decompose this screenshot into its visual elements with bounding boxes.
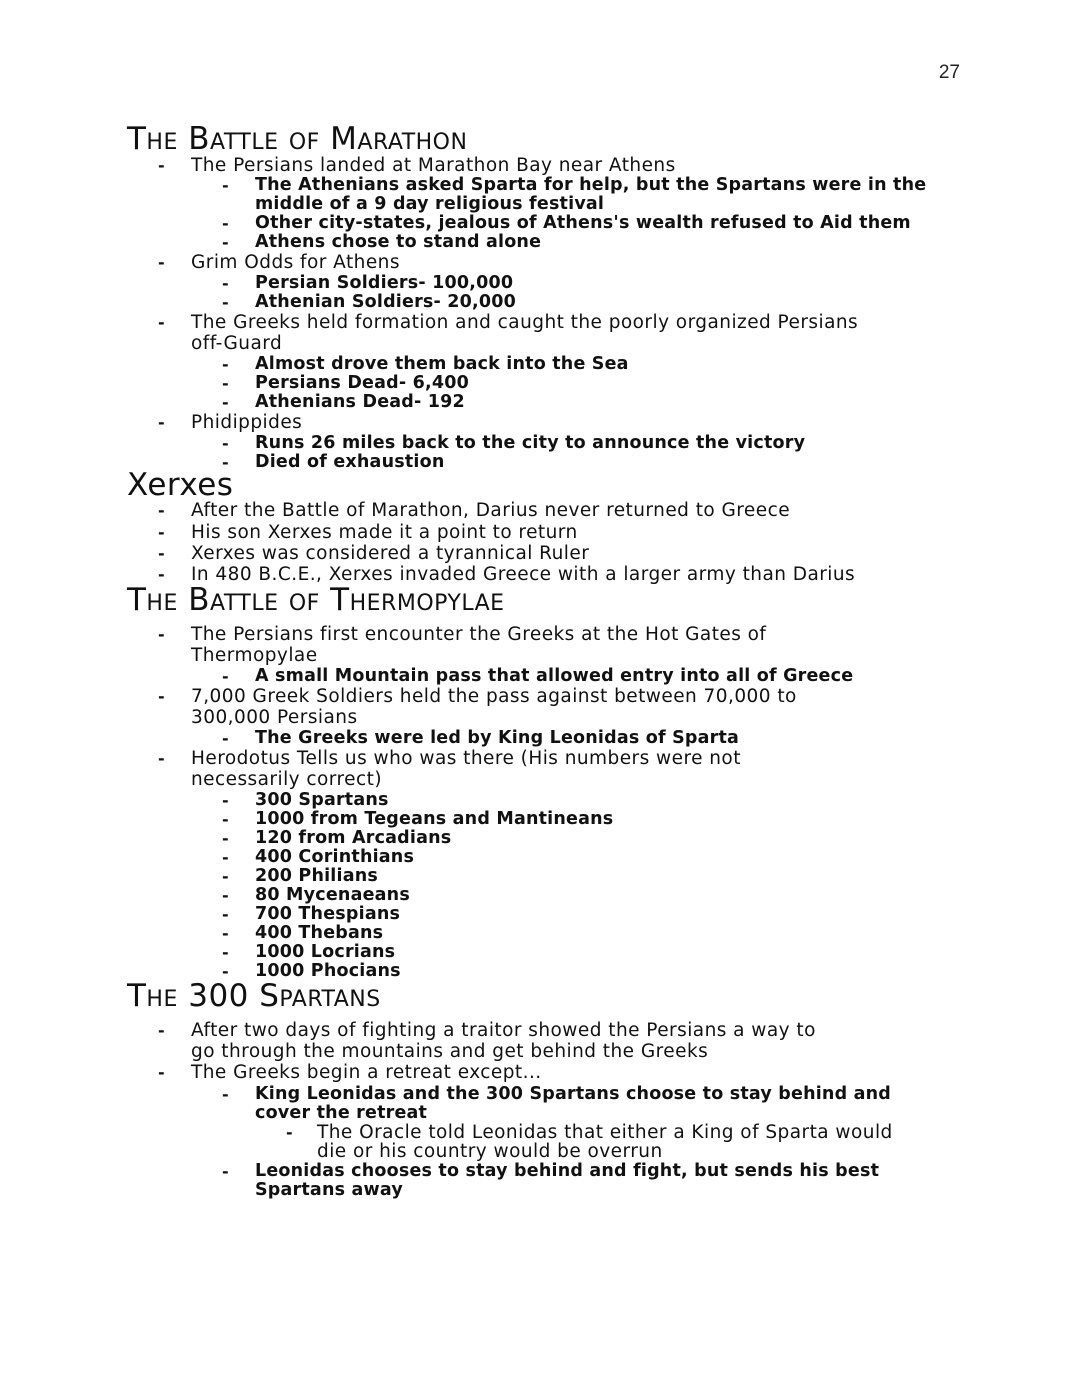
- bullet-dash: -: [222, 434, 229, 453]
- note-line: Xerxes was considered a tyrannical Ruler: [191, 543, 590, 564]
- note-line: After two days of fighting a traitor showed the Persians a way to: [191, 1020, 816, 1041]
- note-line: Runs 26 miles back to the city to announce the victory: [255, 433, 806, 453]
- list-item: 200 Philians: [255, 866, 378, 886]
- note-line: Died of exhaustion: [255, 452, 445, 472]
- note-line: Leonidas chooses to stay behind and fight, but sends his best: [255, 1161, 880, 1181]
- note-line: After the Battle of Marathon, Darius never returned to Greece: [191, 500, 791, 521]
- list-item: 1000 Phocians: [255, 961, 401, 981]
- bullet-dash: -: [222, 1162, 229, 1181]
- bullet-dash: -: [222, 453, 229, 472]
- note-line: In 480 B.C.E., Xerxes invaded Greece with a larger army than Darius: [191, 564, 856, 585]
- note-line: go through the mountains and get behind the Greeks: [191, 1041, 709, 1062]
- bullet-dash: -: [158, 1063, 165, 1082]
- bullet-dash: -: [158, 413, 165, 432]
- bullet-dash: -: [222, 667, 229, 686]
- bullet-dash: -: [222, 355, 229, 374]
- bullet-dash: -: [222, 829, 229, 848]
- bullet-dash: -: [158, 625, 165, 644]
- bullet-dash: -: [222, 293, 229, 312]
- list-item: 400 Corinthians: [255, 847, 415, 867]
- bullet-dash: -: [222, 233, 229, 252]
- bullet-dash: -: [158, 544, 165, 563]
- note-line: Herodotus Tells us who was there (His numbers were not: [191, 748, 741, 769]
- bullet-dash: -: [222, 867, 229, 886]
- note-line: Persian Soldiers- 100,000: [255, 273, 514, 293]
- note-line: King Leonidas and the 300 Spartans choose to stay behind and: [255, 1084, 892, 1104]
- bullet-dash: -: [222, 924, 229, 943]
- bullet-dash: -: [222, 393, 229, 412]
- bullet-dash: -: [158, 565, 165, 584]
- bullet-dash: -: [158, 313, 165, 332]
- list-item: 1000 from Tegeans and Mantineans: [255, 809, 614, 829]
- bullet-dash: -: [158, 687, 165, 706]
- note-line: necessarily correct): [191, 769, 382, 790]
- note-line: Athenian Soldiers- 20,000: [255, 292, 517, 312]
- note-line: cover the retreat: [255, 1103, 428, 1123]
- heading-thermopylae: The Battle of Thermopylae: [127, 582, 505, 618]
- note-line: Thermopylae: [191, 645, 318, 666]
- bullet-dash: -: [222, 886, 229, 905]
- bullet-dash: -: [158, 749, 165, 768]
- note-line: His son Xerxes made it a point to return: [191, 522, 578, 543]
- list-item: 300 Spartans: [255, 790, 389, 810]
- note-line: The Greeks held formation and caught the poorly organized Persians: [191, 312, 859, 333]
- bullet-dash: -: [222, 848, 229, 867]
- list-item: 400 Thebans: [255, 923, 384, 943]
- note-line: Grim Odds for Athens: [191, 252, 400, 273]
- heading-marathon: The Battle of Marathon: [127, 121, 468, 157]
- note-line: Athens chose to stand alone: [255, 232, 542, 252]
- note-line: The Persians landed at Marathon Bay near Athens: [191, 155, 676, 176]
- bullet-dash: -: [222, 214, 229, 233]
- bullet-dash: -: [222, 905, 229, 924]
- note-line: Phidippides: [191, 412, 303, 433]
- note-line: Almost drove them back into the Sea: [255, 354, 629, 374]
- bullet-dash: -: [222, 791, 229, 810]
- list-item: 700 Thespians: [255, 904, 401, 924]
- bullet-dash: -: [158, 1021, 165, 1040]
- note-line: The Persians first encounter the Greeks at the Hot Gates of: [191, 624, 767, 645]
- bullet-dash: -: [222, 176, 229, 195]
- note-line: off-Guard: [191, 333, 283, 354]
- note-line: The Greeks were led by King Leonidas of Sparta: [255, 728, 740, 748]
- bullet-dash: -: [222, 1085, 229, 1104]
- bullet-dash: -: [222, 374, 229, 393]
- note-line: 7,000 Greek Soldiers held the pass against between 70,000 to: [191, 686, 797, 707]
- note-line: The Greeks begin a retreat except...: [191, 1062, 542, 1083]
- bullet-dash: -: [286, 1123, 293, 1142]
- note-line: A small Mountain pass that allowed entry into all of Greece: [255, 666, 854, 686]
- list-item: 120 from Arcadians: [255, 828, 452, 848]
- bullet-dash: -: [158, 156, 165, 175]
- note-line: Athenians Dead- 192: [255, 392, 465, 412]
- note-line: 300,000 Persians: [191, 707, 358, 728]
- list-item: 80 Mycenaeans: [255, 885, 410, 905]
- bullet-dash: -: [158, 523, 165, 542]
- bullet-dash: -: [222, 962, 229, 981]
- page-number: 27: [938, 62, 960, 83]
- note-line: Other city-states, jealous of Athens's wealth refused to Aid them: [255, 213, 911, 233]
- bullet-dash: -: [222, 810, 229, 829]
- bullet-dash: -: [222, 274, 229, 293]
- heading-300-spartans: The 300 Spartans: [127, 978, 381, 1014]
- note-line: Spartans away: [255, 1180, 403, 1200]
- list-item: 1000 Locrians: [255, 942, 396, 962]
- bullet-dash: -: [158, 501, 165, 520]
- note-line: middle of a 9 day religious festival: [255, 194, 605, 214]
- bullet-dash: -: [222, 943, 229, 962]
- note-line: The Athenians asked Sparta for help, but the Spartans were in the: [255, 175, 927, 195]
- note-line: die or his country would be overrun: [317, 1141, 663, 1162]
- heading-xerxes: Xerxes: [127, 467, 234, 503]
- bullet-dash: -: [158, 253, 165, 272]
- note-line: Persians Dead- 6,400: [255, 373, 469, 393]
- bullet-dash: -: [222, 729, 229, 748]
- note-line: The Oracle told Leonidas that either a King of Sparta would: [317, 1122, 893, 1143]
